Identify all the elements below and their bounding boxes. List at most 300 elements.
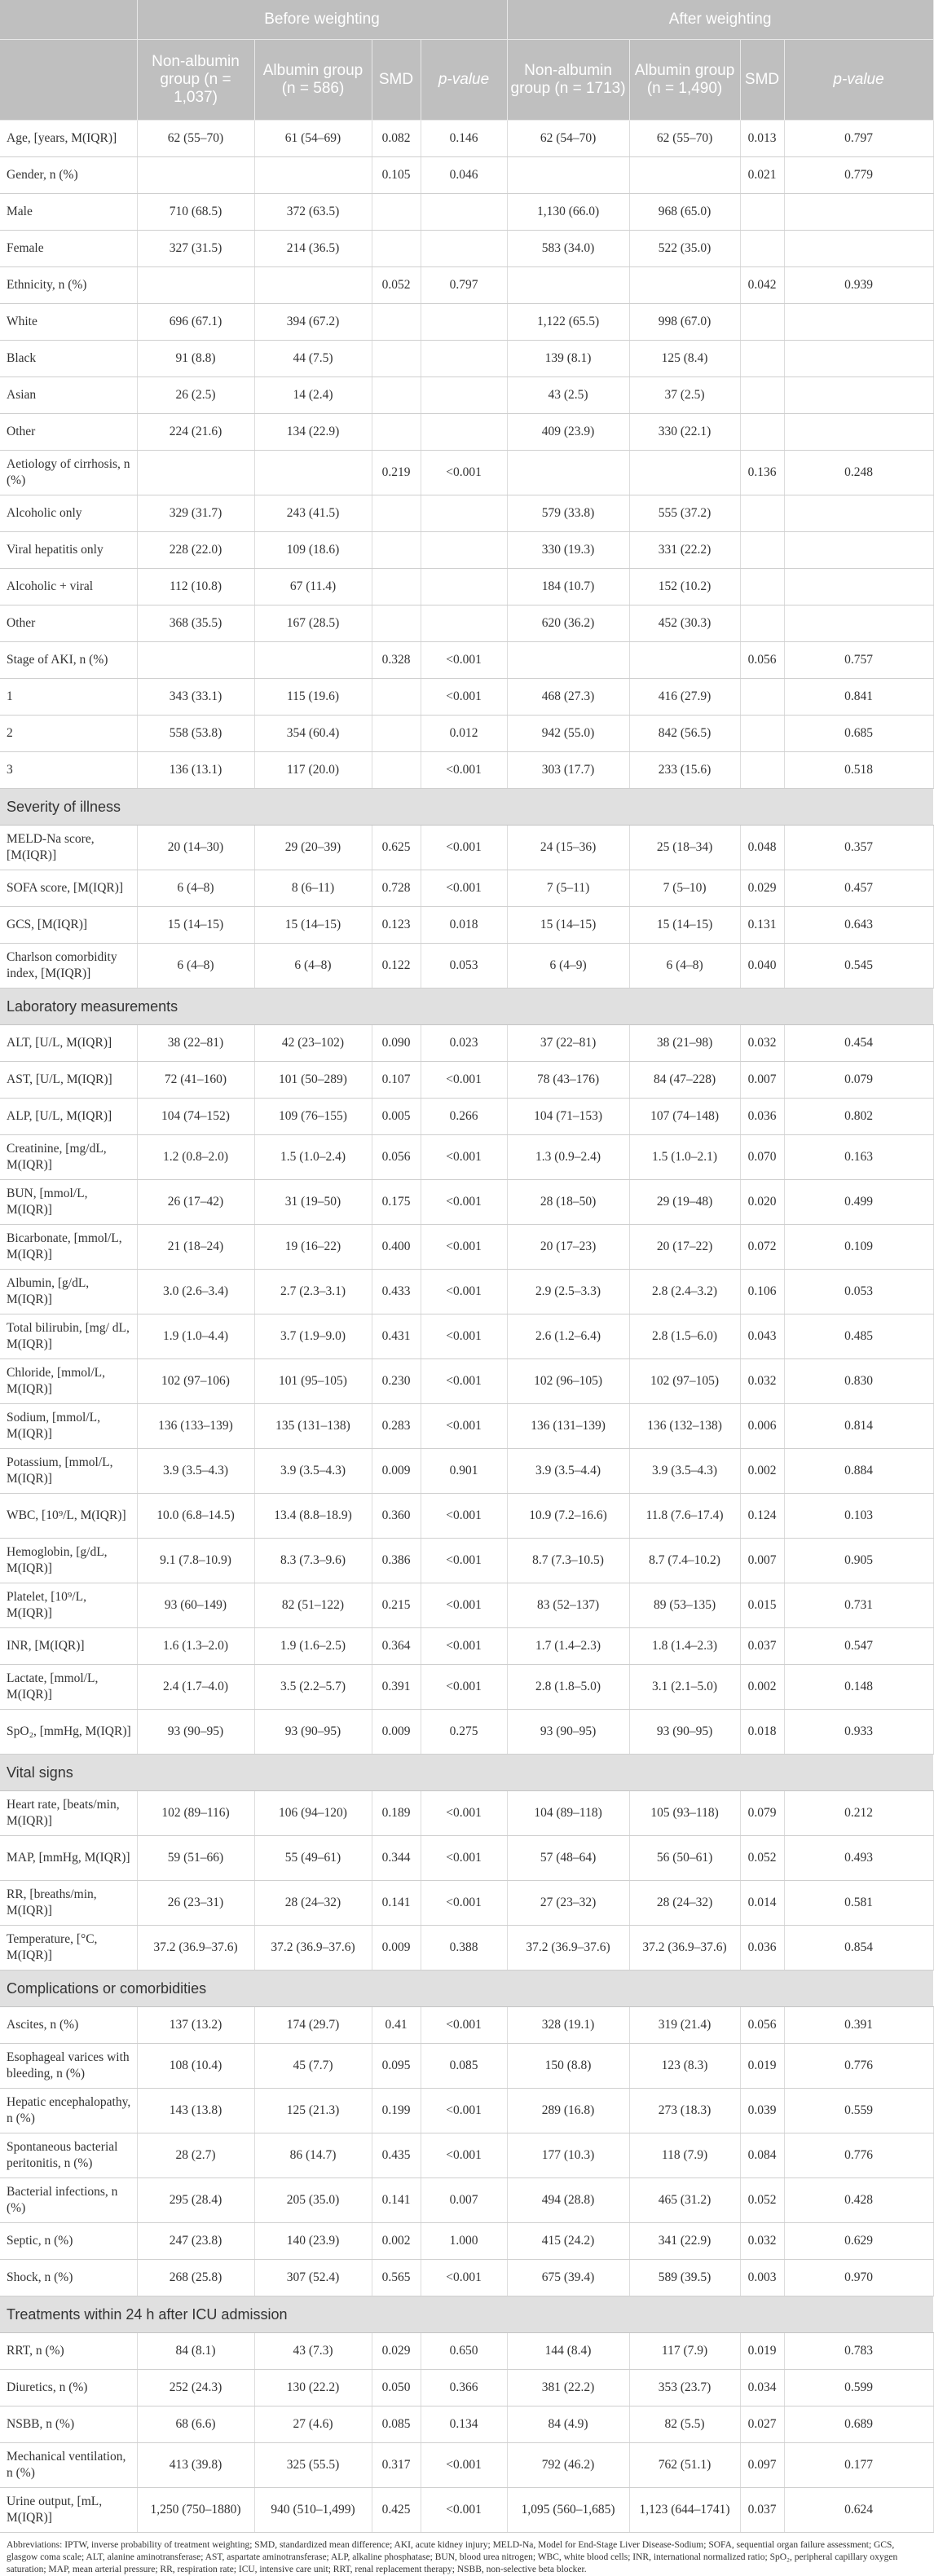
table-cell: 0.685 (784, 716, 933, 752)
table-cell: 228 (22.0) (137, 532, 254, 569)
table-cell: 0.134 (421, 2406, 507, 2443)
table-cell: 20 (17–23) (507, 1225, 629, 1270)
table-body (0, 121, 933, 2533)
table-row (0, 2443, 933, 2488)
table-cell: 330 (19.3) (507, 532, 629, 569)
table-row (0, 194, 933, 231)
row-label: 2 (0, 716, 137, 752)
section-title: Vital signs (0, 1755, 933, 1791)
table-cell: <0.001 (421, 1135, 507, 1180)
table-cell: 0.650 (421, 2333, 507, 2370)
section-header-row (0, 1971, 933, 2007)
table-cell: 89 (53–135) (629, 1583, 740, 1628)
table-cell: 93 (60–149) (137, 1583, 254, 1628)
table-cell: 57 (48–64) (507, 1836, 629, 1881)
table-cell: 0.230 (372, 1359, 421, 1404)
row-label: Albumin, [g/dL, M(IQR)] (0, 1270, 137, 1314)
table-cell: 214 (36.5) (254, 231, 372, 267)
table-cell: 0.625 (372, 826, 421, 870)
table-cell: 0.036 (740, 1926, 784, 1971)
row-label: Heart rate, [beats/min, M(IQR)] (0, 1791, 137, 1836)
table-cell: 0.002 (740, 1665, 784, 1710)
table-cell: 102 (97–105) (629, 1359, 740, 1404)
table-cell: 289 (16.8) (507, 2089, 629, 2133)
table-cell: 123 (8.3) (629, 2044, 740, 2089)
table-row (0, 532, 933, 569)
table-cell: 343 (33.1) (137, 679, 254, 716)
table-row (0, 679, 933, 716)
row-label: Age, [years, M(IQR)] (0, 121, 137, 157)
table-cell: 27 (4.6) (254, 2406, 372, 2443)
table-cell: 152 (10.2) (629, 569, 740, 605)
table-cell: 61 (54–69) (254, 121, 372, 157)
table-cell: 2.6 (1.2–6.4) (507, 1314, 629, 1359)
table-cell: 1.5 (1.0–2.1) (629, 1135, 740, 1180)
table-cell: 0.018 (740, 1710, 784, 1755)
table-cell: 0.148 (784, 1665, 933, 1710)
table-cell (784, 194, 933, 231)
table-cell: 0.797 (421, 267, 507, 304)
table-cell (254, 267, 372, 304)
table-cell: 0.215 (372, 1583, 421, 1628)
table-cell (507, 267, 629, 304)
table-cell: 1.8 (1.4–2.3) (629, 1628, 740, 1665)
table-cell: 0.177 (784, 2443, 933, 2488)
table-cell: 0.565 (372, 2260, 421, 2296)
table-cell: 0.141 (372, 1881, 421, 1926)
table-cell (740, 495, 784, 532)
header-col-pvalue-after: p-value (784, 40, 933, 121)
table-cell: 59 (51–66) (137, 1836, 254, 1881)
table-cell: 140 (23.9) (254, 2223, 372, 2260)
table-cell: 0.107 (372, 1062, 421, 1099)
row-label: 1 (0, 679, 137, 716)
table-cell (137, 157, 254, 194)
table-cell: 413 (39.8) (137, 2443, 254, 2488)
table-row (0, 2406, 933, 2443)
header-blank-2 (0, 40, 137, 121)
table-cell: 184 (10.7) (507, 569, 629, 605)
table-cell: 7 (5–11) (507, 870, 629, 907)
table-cell: 494 (28.8) (507, 2178, 629, 2223)
table-cell: 15 (14–15) (507, 907, 629, 944)
table-cell: <0.001 (421, 1628, 507, 1665)
row-label: INR, [M(IQR)] (0, 1628, 137, 1665)
section-header-row (0, 789, 933, 826)
table-row (0, 944, 933, 989)
table-cell: 6 (4–8) (254, 944, 372, 989)
table-cell: 0.360 (372, 1494, 421, 1539)
table-cell (740, 716, 784, 752)
table-cell (421, 569, 507, 605)
table-cell: 8.3 (7.3–9.6) (254, 1539, 372, 1583)
table-cell: 143 (13.8) (137, 2089, 254, 2133)
table-cell: 37 (22–81) (507, 1025, 629, 1062)
table-cell: <0.001 (421, 2133, 507, 2178)
table-cell: 21 (18–24) (137, 1225, 254, 1270)
table-cell: 0.248 (784, 451, 933, 495)
table-cell (740, 569, 784, 605)
table-cell: 0.581 (784, 1881, 933, 1926)
table-cell (137, 642, 254, 679)
table-row (0, 569, 933, 605)
table-cell: 29 (19–48) (629, 1180, 740, 1225)
table-cell: 3.9 (3.5–4.3) (137, 1449, 254, 1494)
table-cell (740, 194, 784, 231)
row-label: Hemoglobin, [g/dL, M(IQR)] (0, 1539, 137, 1583)
table-cell: 6 (4–9) (507, 944, 629, 989)
table-cell (740, 231, 784, 267)
row-label: AST, [U/L, M(IQR)] (0, 1062, 137, 1099)
table-row (0, 752, 933, 789)
table-cell (740, 377, 784, 414)
table-cell: 696 (67.1) (137, 304, 254, 341)
table-cell: 468 (27.3) (507, 679, 629, 716)
table-row (0, 1791, 933, 1836)
table-cell: 0.939 (784, 267, 933, 304)
table-cell (372, 304, 421, 341)
table-cell: 1,095 (560–1,685) (507, 2488, 629, 2533)
table-cell: 792 (46.2) (507, 2443, 629, 2488)
table-cell: 0.545 (784, 944, 933, 989)
table-cell: 353 (23.7) (629, 2370, 740, 2406)
table-cell: <0.001 (421, 1881, 507, 1926)
table-cell (507, 451, 629, 495)
table-cell: 1.7 (1.4–2.3) (507, 1628, 629, 1665)
table-cell: 0.056 (740, 642, 784, 679)
table-cell: 0.400 (372, 1225, 421, 1270)
table-cell: 82 (51–122) (254, 1583, 372, 1628)
table-cell: <0.001 (421, 451, 507, 495)
table-cell: 1.2 (0.8–2.0) (137, 1135, 254, 1180)
table-cell: 998 (67.0) (629, 304, 740, 341)
table-cell (372, 752, 421, 789)
table-cell: 0.021 (740, 157, 784, 194)
table-cell: 409 (23.9) (507, 414, 629, 451)
table-row (0, 1449, 933, 1494)
table-cell: 0.050 (372, 2370, 421, 2406)
header-col-nonalbumin-before: Non-albumin group (n = 1,037) (137, 40, 254, 121)
table-cell: 15 (14–15) (254, 907, 372, 944)
table-cell: 465 (31.2) (629, 2178, 740, 2223)
table-cell: 0.163 (784, 1135, 933, 1180)
table-cell: 93 (90–95) (137, 1710, 254, 1755)
table-row (0, 267, 933, 304)
header-col-nonalbumin-after: Non-albumin group (n = 1713) (507, 40, 629, 121)
table-cell: 1,250 (750–1880) (137, 2488, 254, 2533)
table-cell: 1.000 (421, 2223, 507, 2260)
table-cell (421, 532, 507, 569)
table-cell: 452 (30.3) (629, 605, 740, 642)
table-cell: 2.8 (1.5–6.0) (629, 1314, 740, 1359)
table-cell: 0.053 (784, 1270, 933, 1314)
table-cell: 93 (90–95) (507, 1710, 629, 1755)
table-cell: 0.070 (740, 1135, 784, 1180)
table-cell: 0.814 (784, 1404, 933, 1449)
table-cell: 0.783 (784, 2333, 933, 2370)
section-header-row (0, 989, 933, 1025)
table-cell: 106 (94–120) (254, 1791, 372, 1836)
table-cell: 44 (7.5) (254, 341, 372, 377)
table-cell (421, 194, 507, 231)
row-label: Bicarbonate, [mmol/L, M(IQR)] (0, 1225, 137, 1270)
header-column-row (0, 40, 933, 121)
table-cell (507, 642, 629, 679)
header-before-weighting: Before weighting (137, 0, 507, 40)
table-cell (784, 495, 933, 532)
table-row (0, 1628, 933, 1665)
table-cell: 0.040 (740, 944, 784, 989)
table-cell: 268 (25.8) (137, 2260, 254, 2296)
table-footnote: Abbreviations: IPTW, inverse probability of treatment weighting; SMD, standardized mean difference; AKI, acute kidney injury; MELD-Na, Model for End-Stage Liver Disease-Sodium; SOFA, sequential organ failure assessment; GCS, glasgow coma scale; ALT, alanine aminotransferase; AST, aspartate aminotransferase; ALP, alkaline phosphatase; BUN, blood urea nitrogen; WBC, white blood cells; INR, international normalized ratio; SpO₂, peripheral capillary oxygen saturation; MAP, mean arterial pressure; RR, respiration rate; ICU, intensive care unit; RRT, renal replacement therapy; NSBB, non-selective beta blocker. (0, 2533, 933, 2576)
table-cell: 3.1 (2.1–5.0) (629, 1665, 740, 1710)
table-cell: 0.629 (784, 2223, 933, 2260)
section-title: Laboratory measurements (0, 989, 933, 1025)
table-cell (254, 642, 372, 679)
table-cell: 0.457 (784, 870, 933, 907)
table-cell: 522 (35.0) (629, 231, 740, 267)
table-cell: 84 (47–228) (629, 1062, 740, 1099)
table-cell: 0.776 (784, 2044, 933, 2089)
table-cell: 20 (14–30) (137, 826, 254, 870)
table-row (0, 1583, 933, 1628)
table-cell: 327 (31.5) (137, 231, 254, 267)
table-cell: 117 (7.9) (629, 2333, 740, 2370)
row-label: NSBB, n (%) (0, 2406, 137, 2443)
table-row (0, 1270, 933, 1314)
table-cell: 0.015 (740, 1583, 784, 1628)
table-cell: 37.2 (36.9–37.6) (137, 1926, 254, 1971)
table-cell: <0.001 (421, 1665, 507, 1710)
row-label: Potassium, [mmol/L, M(IQR)] (0, 1449, 137, 1494)
table-cell: 0.344 (372, 1836, 421, 1881)
table-cell: 0.042 (740, 267, 784, 304)
row-label: Black (0, 341, 137, 377)
table-row (0, 716, 933, 752)
table-cell: <0.001 (421, 2443, 507, 2488)
section-title: Treatments within 24 h after ICU admission (0, 2296, 933, 2333)
table-cell: 109 (76–155) (254, 1099, 372, 1135)
table-cell: 0.933 (784, 1710, 933, 1755)
table-cell: 125 (8.4) (629, 341, 740, 377)
table-cell: 0.123 (372, 907, 421, 944)
table-cell: 0.728 (372, 870, 421, 907)
header-col-smd-after: SMD (740, 40, 784, 121)
table-cell: 0.146 (421, 121, 507, 157)
table-row (0, 870, 933, 907)
table-row (0, 2007, 933, 2044)
table-cell: 0.012 (421, 716, 507, 752)
table-cell: 3.7 (1.9–9.0) (254, 1314, 372, 1359)
table-cell: 0.039 (740, 2089, 784, 2133)
table-row (0, 1665, 933, 1710)
table-cell: 43 (7.3) (254, 2333, 372, 2370)
table-cell: <0.001 (421, 826, 507, 870)
table-cell (254, 451, 372, 495)
table-cell: 0.005 (372, 1099, 421, 1135)
table-cell: 93 (90–95) (254, 1710, 372, 1755)
table-cell: 0.485 (784, 1314, 933, 1359)
table-row (0, 1025, 933, 1062)
table-cell: 416 (27.9) (629, 679, 740, 716)
table-cell: 37 (2.5) (629, 377, 740, 414)
section-header-row (0, 2296, 933, 2333)
table-cell: 101 (95–105) (254, 1359, 372, 1404)
table-cell: 0.014 (740, 1881, 784, 1926)
table-cell: 1,123 (644–1741) (629, 2488, 740, 2533)
table-row (0, 2133, 933, 2178)
table-row (0, 414, 933, 451)
table-cell (421, 304, 507, 341)
table-row (0, 2488, 933, 2533)
table-cell: 252 (24.3) (137, 2370, 254, 2406)
table-cell: 115 (19.6) (254, 679, 372, 716)
row-label: Septic, n (%) (0, 2223, 137, 2260)
table-cell: 1.6 (1.3–2.0) (137, 1628, 254, 1665)
table-cell: <0.001 (421, 1791, 507, 1836)
table-cell: 0.018 (421, 907, 507, 944)
table-cell: 0.032 (740, 1359, 784, 1404)
header-col-albumin-before: Albumin group (n = 586) (254, 40, 372, 121)
table-cell: 105 (93–118) (629, 1791, 740, 1836)
table-cell: 0.085 (421, 2044, 507, 2089)
table-cell: 0.454 (784, 1025, 933, 1062)
table-cell: 555 (37.2) (629, 495, 740, 532)
table-row (0, 1099, 933, 1135)
table-cell: 0.079 (740, 1791, 784, 1836)
table-cell: 117 (20.0) (254, 752, 372, 789)
table-cell: 0.854 (784, 1926, 933, 1971)
table-cell: 1.3 (0.9–2.4) (507, 1135, 629, 1180)
table-cell: 0.084 (740, 2133, 784, 2178)
row-label: BUN, [mmol/L, M(IQR)] (0, 1180, 137, 1225)
table-row (0, 495, 933, 532)
row-label: RRT, n (%) (0, 2333, 137, 2370)
table-row (0, 2333, 933, 2370)
table-cell: 0.884 (784, 1449, 933, 1494)
table-cell: 307 (52.4) (254, 2260, 372, 2296)
table-cell: 2.8 (2.4–3.2) (629, 1270, 740, 1314)
header-col-pvalue-before: p-value (421, 40, 507, 121)
row-label: Other (0, 605, 137, 642)
table-cell (372, 414, 421, 451)
table-cell: <0.001 (421, 1583, 507, 1628)
row-label: MELD-Na score, [M(IQR)] (0, 826, 137, 870)
table-row (0, 1135, 933, 1180)
table-cell: 2.4 (1.7–4.0) (137, 1665, 254, 1710)
table-cell: 109 (18.6) (254, 532, 372, 569)
table-cell: 8.7 (7.4–10.2) (629, 1539, 740, 1583)
table-cell: 0.776 (784, 2133, 933, 2178)
table-cell: 25 (18–34) (629, 826, 740, 870)
table-cell (784, 304, 933, 341)
table-cell: 0.007 (740, 1539, 784, 1583)
table-cell: <0.001 (421, 870, 507, 907)
table-cell: 0.056 (740, 2007, 784, 2044)
table-cell (784, 231, 933, 267)
table-cell: 295 (28.4) (137, 2178, 254, 2223)
table-cell: 28 (18–50) (507, 1180, 629, 1225)
table-cell: 6 (4–8) (629, 944, 740, 989)
table-cell: 45 (7.7) (254, 2044, 372, 2089)
table-cell (784, 605, 933, 642)
table-row (0, 1180, 933, 1225)
table-cell: <0.001 (421, 2089, 507, 2133)
table-cell: 136 (133–139) (137, 1404, 254, 1449)
row-label: MAP, [mmHg, M(IQR)] (0, 1836, 137, 1881)
table-cell: <0.001 (421, 1062, 507, 1099)
table-cell: 6 (4–8) (137, 870, 254, 907)
table-cell: 0.599 (784, 2370, 933, 2406)
table-cell (629, 451, 740, 495)
table-cell: 1.5 (1.0–2.4) (254, 1135, 372, 1180)
table-cell: 1,130 (66.0) (507, 194, 629, 231)
table-cell: 0.431 (372, 1314, 421, 1359)
table-cell: 139 (8.1) (507, 341, 629, 377)
table-cell: 0.802 (784, 1099, 933, 1135)
table-cell (372, 231, 421, 267)
table-cell: 0.046 (421, 157, 507, 194)
table-cell: 842 (56.5) (629, 716, 740, 752)
row-label: Chloride, [mmol/L, M(IQR)] (0, 1359, 137, 1404)
row-label: Esophageal varices with bleeding, n (%) (0, 2044, 137, 2089)
table-cell: 0.41 (372, 2007, 421, 2044)
table-cell: 0.009 (372, 1926, 421, 1971)
table-cell: 10.0 (6.8–14.5) (137, 1494, 254, 1539)
table-cell: 0.175 (372, 1180, 421, 1225)
table-cell: 0.518 (784, 752, 933, 789)
table-cell: 589 (39.5) (629, 2260, 740, 2296)
table-cell: 0.097 (740, 2443, 784, 2488)
table-cell: 0.212 (784, 1791, 933, 1836)
row-label: SOFA score, [M(IQR)] (0, 870, 137, 907)
table-cell: 67 (11.4) (254, 569, 372, 605)
table-cell: 86 (14.7) (254, 2133, 372, 2178)
table-cell: 24 (15–36) (507, 826, 629, 870)
table-cell (629, 267, 740, 304)
table-row (0, 2370, 933, 2406)
table-cell (421, 231, 507, 267)
table-cell: 0.122 (372, 944, 421, 989)
table-row (0, 451, 933, 495)
table-cell: 26 (2.5) (137, 377, 254, 414)
table-cell: 0.357 (784, 826, 933, 870)
table-cell: 0.643 (784, 907, 933, 944)
table-cell: 243 (41.5) (254, 495, 372, 532)
table-cell: 381 (22.2) (507, 2370, 629, 2406)
row-label: Asian (0, 377, 137, 414)
table-cell: 43 (2.5) (507, 377, 629, 414)
table-row (0, 121, 933, 157)
table-cell: 84 (8.1) (137, 2333, 254, 2370)
table-cell: 0.052 (740, 2178, 784, 2223)
row-label: Sodium, [mmol/L, M(IQR)] (0, 1404, 137, 1449)
table-row (0, 1359, 933, 1404)
table-row (0, 1926, 933, 1971)
table-cell: 27 (23–32) (507, 1881, 629, 1926)
table-cell: 0.053 (421, 944, 507, 989)
table-cell: 0.425 (372, 2488, 421, 2533)
row-label: RR, [breaths/min, M(IQR)] (0, 1881, 137, 1926)
table-cell: 37.2 (36.9–37.6) (629, 1926, 740, 1971)
table-cell (784, 569, 933, 605)
table-row (0, 157, 933, 194)
table-cell (421, 605, 507, 642)
table-cell: 38 (21–98) (629, 1025, 740, 1062)
table-cell: 0.090 (372, 1025, 421, 1062)
table-cell (421, 495, 507, 532)
row-label: Diuretics, n (%) (0, 2370, 137, 2406)
